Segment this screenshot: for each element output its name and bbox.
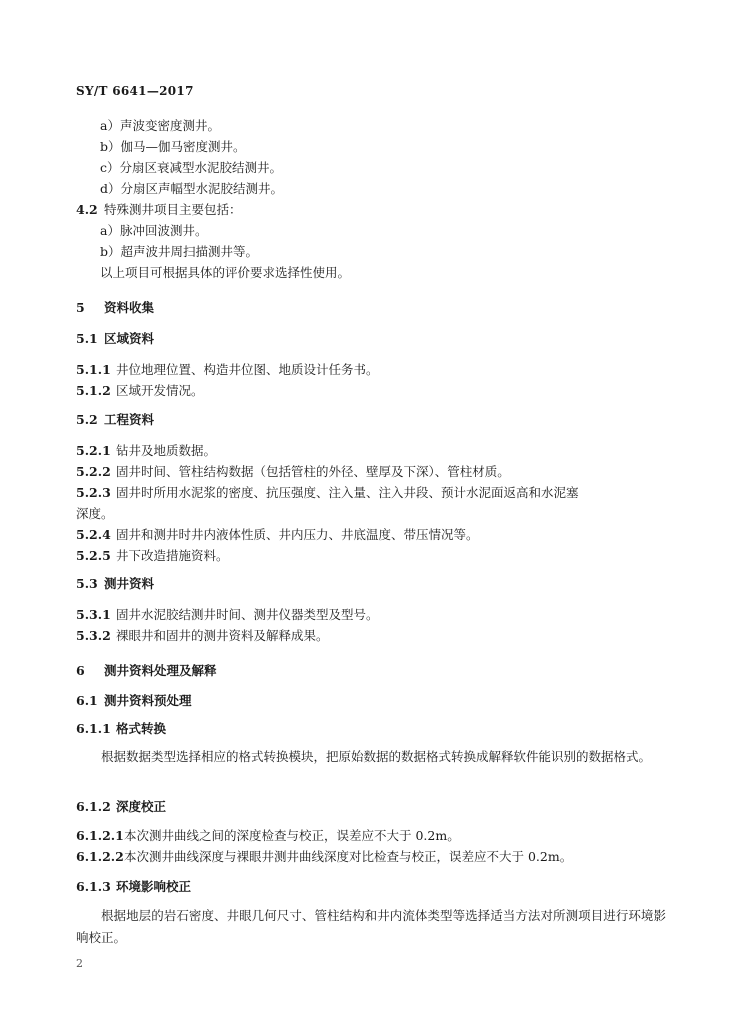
section-title: 环境影响校正 (116, 879, 192, 894)
clause-number: 4.2 (76, 202, 98, 217)
section-title: 工程资料 (104, 412, 155, 427)
note-text: 以上项目可根据具体的评价要求选择性使用。 (100, 265, 351, 280)
clause-5-2-5 (76, 548, 229, 564)
clause-text: 固井时间、管柱结构数据（包括管柱的外径、壁厚及下深）、管柱材质。 (116, 464, 510, 479)
section-title: 测井资料处理及解释 (104, 663, 217, 678)
section-number: 6 (76, 663, 85, 678)
clause-number: 5.2.5 (76, 548, 111, 563)
list-item: c）分扇区衰减型水泥胶结测井。 (100, 160, 283, 175)
section-title: 格式转换 (116, 721, 167, 736)
section-number: 5.3 (76, 576, 98, 591)
clause-text: 特殊测井项目主要包括： (104, 202, 242, 217)
section-number: 6.1.2 (76, 799, 111, 814)
clause-5-2-2 (76, 464, 510, 480)
clause-text: 井位地理位置、构造井位图、地质设计任务书。 (116, 362, 379, 377)
clause-4-2 (76, 202, 242, 218)
clause-text: 区域开发情况。 (116, 383, 204, 398)
clause-5-2-4 (76, 527, 479, 543)
clause-6-1-2-1 (76, 828, 460, 844)
clause-continuation: 深度。 (76, 506, 114, 521)
section-title: 资料收集 (104, 300, 155, 315)
clause-text: 钻井及地质数据。 (116, 443, 217, 458)
clause-text: 固井和测井时井内液体性质、井内压力、井底温度、带压情况等。 (116, 527, 479, 542)
section-6-1-1-heading (76, 721, 166, 737)
clause-number: 5.3.1 (76, 607, 111, 622)
clause-number: 5.3.2 (76, 628, 111, 643)
clause-6-1-2-2 (76, 849, 572, 865)
clause-5-3-2 (76, 628, 329, 644)
section-6-1-heading (76, 693, 192, 709)
clause-5-3-1 (76, 607, 379, 623)
clause-5-1-1 (76, 362, 379, 378)
clause-number: 5.2.1 (76, 443, 111, 458)
clause-number: 6.1.2.1 (76, 828, 124, 843)
list-item: b）超声波井周扫描测井等。 (100, 244, 259, 259)
section-6-1-2-heading (76, 799, 166, 815)
clause-number: 5.2.2 (76, 464, 111, 479)
paragraph-format-conversion: 根据数据类型选择相应的格式转换模块，把原始数据的数据格式转换成解释软件能识别的数据格式。 (101, 749, 652, 764)
section-5-heading (76, 300, 154, 316)
clause-number: 5.1.2 (76, 383, 111, 398)
section-number: 5.2 (76, 412, 98, 427)
section-number: 5.1 (76, 331, 98, 346)
list-item: b）伽马—伽马密度测井。 (100, 139, 246, 154)
section-title: 区域资料 (104, 331, 155, 346)
paragraph-environment-correction: 根据地层的岩石密度、井眼几何尺寸、管柱结构和井内流体类型等选择适当方法对所测项目进行环境影响校正。 (76, 908, 666, 945)
clause-text: 裸眼井和固井的测井资料及解释成果。 (116, 628, 329, 643)
clause-5-1-2 (76, 383, 204, 399)
clause-text: 固井时所用水泥浆的密度、抗压强度、注入量、注入井段、预计水泥面返高和水泥塞 (116, 485, 579, 500)
section-5-3-heading (76, 576, 154, 592)
clause-text: 井下改造措施资料。 (116, 548, 229, 563)
section-number: 6.1 (76, 693, 98, 708)
section-6-heading (76, 663, 217, 679)
section-title: 测井资料 (104, 576, 155, 591)
clause-5-2-1 (76, 443, 216, 459)
standard-code-header: SY/T 6641—2017 (76, 84, 194, 98)
clause-5-2-3 (76, 485, 579, 501)
list-item: d）分扇区声幅型水泥胶结测井。 (100, 181, 284, 196)
clause-text: 本次测井曲线深度与裸眼井测井曲线深度对比检查与校正，误差应不大于 0.2m。 (124, 849, 573, 864)
section-title: 测井资料预处理 (104, 693, 192, 708)
list-item: a）脉冲回波测井。 (100, 223, 208, 238)
list-item: a）声波变密度测井。 (100, 118, 220, 133)
clause-text: 固井水泥胶结测井时间、测井仪器类型及型号。 (116, 607, 379, 622)
clause-number: 5.2.4 (76, 527, 111, 542)
section-6-1-3-heading (76, 879, 191, 895)
clause-number: 5.2.3 (76, 485, 111, 500)
section-5-1-heading (76, 331, 154, 347)
section-title: 深度校正 (116, 799, 167, 814)
page-number: 2 (76, 957, 83, 970)
clause-number: 5.1.1 (76, 362, 111, 377)
section-number: 5 (76, 300, 85, 315)
clause-number: 6.1.2.2 (76, 849, 124, 864)
section-number: 6.1.3 (76, 879, 111, 894)
section-number: 6.1.1 (76, 721, 111, 736)
clause-text: 本次测井曲线之间的深度检查与校正，误差应不大于 0.2m。 (124, 828, 460, 843)
section-5-2-heading (76, 412, 154, 428)
